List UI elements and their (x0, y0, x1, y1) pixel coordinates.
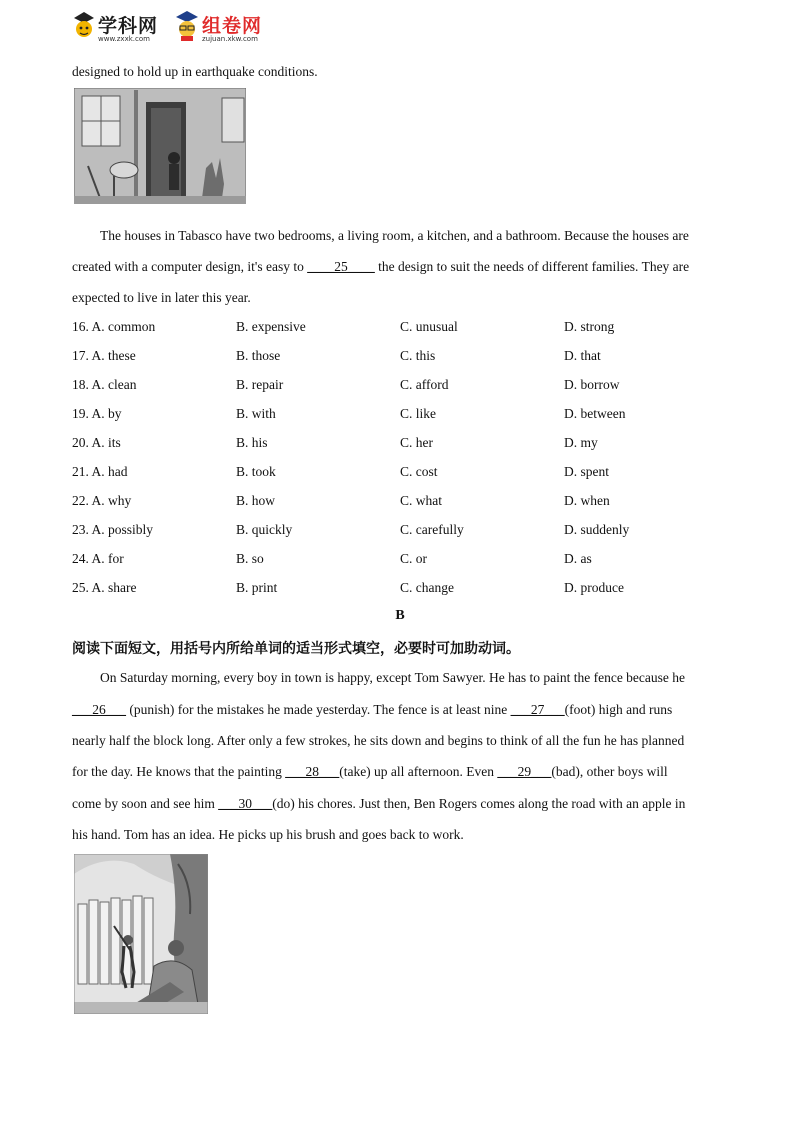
option-d: D. when (564, 493, 610, 508)
option-a: 16. A. common (72, 319, 156, 334)
option-d: D. spent (564, 464, 609, 479)
option-a: 18. A. clean (72, 377, 137, 392)
blank-25: ____25____ (307, 259, 375, 274)
question-row (72, 319, 732, 337)
option-d: D. as (564, 551, 592, 566)
question-row (72, 580, 732, 598)
passage-b-line-4-mid: (take) up all afternoon. Even (339, 764, 498, 779)
passage-a-line-0: designed to hold up in earthquake conditions. (72, 64, 318, 79)
option-b: B. how (236, 493, 276, 508)
passage-a-line-3: expected to live in later this year. (72, 290, 251, 305)
question-row (72, 464, 732, 482)
option-b: B. repair (236, 377, 284, 392)
logo1-text: 学科网 (98, 15, 159, 37)
option-b: B. so (236, 551, 264, 566)
option-b: B. those (236, 348, 281, 363)
option-a: 22. A. why (72, 493, 132, 508)
option-c: C. this (400, 348, 436, 363)
option-b: B. his (236, 435, 268, 450)
option-a: 19. A. by (72, 406, 122, 421)
passage-a-line-2-post: the design to suit the needs of different families. They are (374, 259, 690, 274)
passage-b-line-3: nearly half the block long. After only a few strokes, he sits down and begins to think of all the fun he has planned (72, 733, 685, 748)
zujuanwang-logo (174, 10, 274, 46)
blank-30: ___30___ (218, 796, 273, 811)
header (72, 10, 282, 46)
logo2-text: 组卷网 (202, 15, 263, 37)
question-row (72, 348, 732, 366)
option-c: C. unusual (400, 319, 458, 334)
passage-b-line-2-mid: (punish) for the mistakes he made yesterday. The fence is at least nine (126, 702, 511, 717)
option-a: 17. A. these (72, 348, 136, 363)
option-b: B. print (236, 580, 278, 595)
logo2-url: zujuan.xkw.com (202, 35, 258, 43)
option-c: C. carefully (400, 522, 464, 537)
option-c: C. her (400, 435, 433, 450)
passage-b-line-4-pre: for the day. He knows that the painting (72, 764, 286, 779)
passage-b-line-6: his hand. Tom has an idea. He picks up his brush and goes back to work. (72, 827, 464, 842)
passage-b-line-1: On Saturday morning, every boy in town is happy, except Tom Sawyer. He has to paint the fence because he (100, 670, 686, 685)
logo1-url: www.zxxk.com (98, 35, 150, 43)
option-c: C. what (400, 493, 442, 508)
passage-b-line-5-pre: come by soon and see him (72, 796, 219, 811)
option-c: C. cost (400, 464, 438, 479)
question-row (72, 435, 732, 453)
option-d: D. suddenly (564, 522, 630, 537)
option-a: 24. A. for (72, 551, 124, 566)
passage-b-line-2 (72, 702, 672, 718)
question-row (72, 551, 732, 569)
option-b: B. with (236, 406, 276, 421)
option-c: C. afford (400, 377, 449, 392)
blank-26: ___26___ (72, 702, 126, 717)
question-row (72, 377, 732, 395)
tom-sawyer-illustration (74, 854, 208, 1014)
option-b: B. took (236, 464, 276, 479)
passage-b-line-4 (72, 764, 668, 780)
option-d: D. strong (564, 319, 615, 334)
question-row (72, 522, 732, 540)
passage-a-line-1: The houses in Tabasco have two bedrooms, a living room, a kitchen, and a bathroom. Because the houses are (100, 228, 689, 243)
question-row (72, 406, 732, 424)
option-a: 20. A. its (72, 435, 121, 450)
passage-a-line-2 (72, 259, 689, 275)
option-d: D. my (564, 435, 598, 450)
passage-b-line-5 (72, 796, 685, 812)
option-c: C. or (400, 551, 427, 566)
passage-b-line-4-post: (bad), other boys will (551, 764, 668, 779)
blank-28: ___28___ (285, 764, 340, 779)
option-a: 25. A. share (72, 580, 137, 595)
house-photo (74, 88, 246, 204)
option-d: D. that (564, 348, 601, 363)
mascot-icon (72, 10, 96, 42)
option-b: B. expensive (236, 319, 306, 334)
option-d: D. borrow (564, 377, 620, 392)
option-c: C. change (400, 580, 454, 595)
student-icon (174, 10, 200, 42)
option-a: 21. A. had (72, 464, 128, 479)
option-d: D. produce (564, 580, 624, 595)
passage-b-line-2-post: (foot) high and runs (564, 702, 673, 717)
blank-27: ___27___ (510, 702, 565, 717)
passage-b-line-5-post: (do) his chores. Just then, Ben Rogers comes along the road with an apple in (272, 796, 686, 811)
section-b-title: B (395, 608, 405, 623)
option-c: C. like (400, 406, 436, 421)
passage-a-line-2-pre: created with a computer design, it's easy to (72, 259, 308, 274)
xuekewang-logo (72, 10, 168, 46)
option-d: D. between (564, 406, 626, 421)
section-b-instruction: 阅读下面短文，用括号内所给单词的适当形式填空，必要时可加助动词。 (72, 641, 520, 657)
option-b: B. quickly (236, 522, 293, 537)
option-a: 23. A. possibly (72, 522, 154, 537)
question-row (72, 493, 732, 511)
blank-29: ___29___ (497, 764, 552, 779)
